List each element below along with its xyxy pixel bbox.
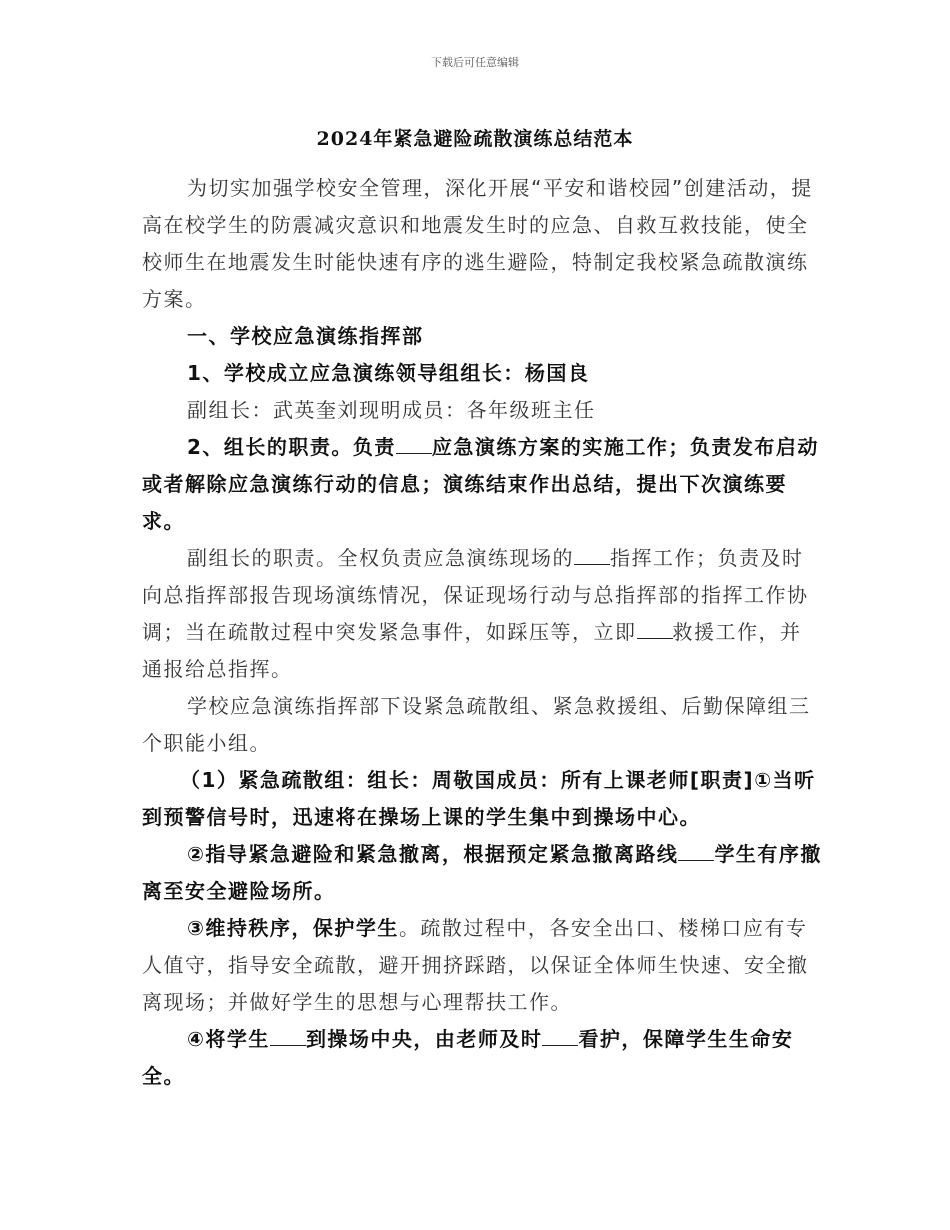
duty-4-text-c: 看护，保障学生生命安全。 bbox=[142, 1027, 794, 1088]
evacuation-group-paragraph: （1）紧急疏散组：组长：周敬国成员：所有上课老师[职责]①当听到预警信号时，迅速将在操场上课的学生集中到操场中心。 bbox=[142, 768, 816, 829]
deputy-duties-paragraph bbox=[142, 540, 822, 688]
duty-4-text-b: 到操场中央，由老师及时 bbox=[305, 1027, 543, 1051]
deputy-duties-text-c: 救援工作，并通报给总指挥。 bbox=[142, 620, 802, 681]
duty-3-lead: ③维持秩序，保护学生 bbox=[187, 916, 399, 940]
deputy-line: 副组长：武英奎刘现明成员：各年级班主任 bbox=[187, 398, 596, 422]
document-title: 2024年紧急避险疏散演练总结范本 bbox=[316, 128, 634, 150]
duty-3-paragraph bbox=[142, 910, 822, 1021]
leader-duties-text-a: 2、组长的职责。负责 bbox=[187, 435, 396, 459]
deputy-duties-text-a: 副组长的职责。全权负责应急演练现场的 bbox=[187, 546, 574, 570]
fill-blank bbox=[396, 437, 432, 454]
fill-blank bbox=[574, 548, 610, 565]
duty-2-paragraph bbox=[142, 836, 822, 910]
deputy-duties-text-b: 指挥工作；负责及时向总指挥部报告现场演练情况，保证现场行动与总指挥部的指挥工作协调；当在疏散过程中突发紧急事件，如踩压等，立即 bbox=[142, 546, 809, 644]
duty-2-text-b: 学生有序撤离至安全避险场所。 bbox=[142, 842, 822, 903]
subgroups-paragraph: 学校应急演练指挥部下设紧急疏散组、紧急救援组、后勤保障组三个职能小组。 bbox=[142, 694, 811, 755]
duty-4-text-a: ④将学生 bbox=[187, 1027, 270, 1051]
section-heading: 一、学校应急演练指挥部 bbox=[187, 324, 424, 348]
intro-paragraph: 为切实加强学校安全管理，深化开展“平安和谐校园”创建活动，提高在校学生的防震减灾意识和地震发生时的应急、自救互救技能，使全校师生在地震发生时能快速有序的逃生避险，特制定我校紧急疏散演练方案。 bbox=[142, 176, 813, 311]
leader-duties-paragraph bbox=[142, 429, 822, 540]
leader-group-line: 1、学校成立应急演练领导组组长：杨国良 bbox=[187, 361, 590, 385]
fill-blank bbox=[270, 1029, 306, 1046]
page-header: 下载后可任意编辑 bbox=[431, 56, 519, 69]
duty-2-text-a: ②指导紧急避险和紧急撤离，根据预定紧急撤离路线 bbox=[187, 842, 679, 866]
leader-duties-text-b: 应急演练方案的实施工作；负责发布启动或者解除应急演练行动的信息；演练结束作出总结，提出下次演练要求。 bbox=[142, 435, 819, 533]
fill-blank bbox=[542, 1029, 578, 1046]
document-body bbox=[142, 170, 822, 1095]
duty-4-paragraph bbox=[142, 1021, 822, 1095]
duty-3-text: 。疏散过程中，各安全出口、楼梯口应有专人值守，指导安全疏散，避开拥挤踩踏，以保证全体师生快速、安全撤离现场；并做好学生的思想与心理帮扶工作。 bbox=[142, 916, 809, 1014]
fill-blank bbox=[678, 844, 714, 861]
fill-blank bbox=[637, 622, 673, 639]
